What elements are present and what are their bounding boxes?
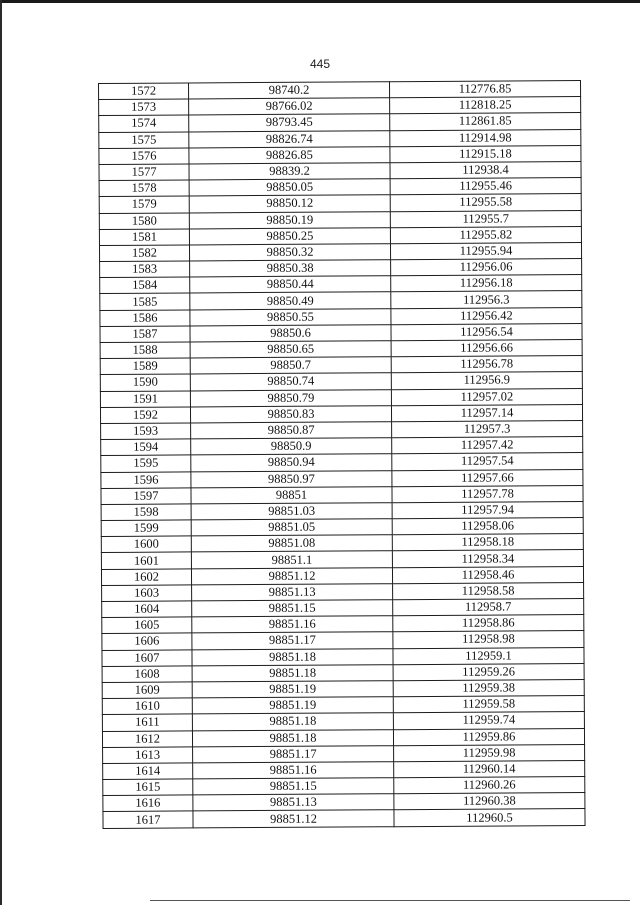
x-coordinate-cell: 98851.12 xyxy=(193,810,394,827)
x-coordinate-cell: 98851 xyxy=(191,486,392,503)
y-coordinate-cell: 112955.58 xyxy=(390,194,581,211)
point-number-cell: 1602 xyxy=(101,569,191,586)
table-body xyxy=(99,81,586,829)
x-coordinate-cell: 98851.19 xyxy=(192,697,393,714)
y-coordinate-cell: 112958.98 xyxy=(393,631,584,648)
point-number-cell: 1582 xyxy=(99,245,189,262)
point-number-cell: 1611 xyxy=(102,714,192,731)
point-number-cell: 1593 xyxy=(101,423,191,440)
x-coordinate-cell: 98851.19 xyxy=(192,681,393,698)
y-coordinate-cell: 112958.58 xyxy=(393,582,584,599)
y-coordinate-cell: 112958.7 xyxy=(393,599,584,616)
y-coordinate-cell: 112959.26 xyxy=(393,663,584,680)
point-number-cell: 1576 xyxy=(99,148,189,165)
y-coordinate-cell: 112958.06 xyxy=(392,518,583,535)
x-coordinate-cell: 98850.83 xyxy=(190,405,391,422)
x-coordinate-cell: 98851.13 xyxy=(192,584,393,601)
y-coordinate-cell: 112956.42 xyxy=(391,307,582,324)
y-coordinate-cell: 112960.26 xyxy=(394,777,585,794)
x-coordinate-cell: 98850.55 xyxy=(190,308,391,325)
y-coordinate-cell: 112938.4 xyxy=(390,161,581,178)
y-coordinate-cell: 112955.82 xyxy=(390,226,581,243)
point-number-cell: 1596 xyxy=(101,471,191,488)
point-number-cell: 1615 xyxy=(103,779,193,796)
x-coordinate-cell: 98850.19 xyxy=(189,211,390,228)
y-coordinate-cell: 112956.54 xyxy=(391,323,582,340)
x-coordinate-cell: 98850.97 xyxy=(191,470,392,487)
x-coordinate-cell: 98851.18 xyxy=(192,648,393,665)
y-coordinate-cell: 112957.42 xyxy=(392,437,583,454)
y-coordinate-cell: 112959.74 xyxy=(393,712,584,729)
point-number-cell: 1572 xyxy=(99,83,189,100)
y-coordinate-cell: 112957.3 xyxy=(392,420,583,437)
y-coordinate-cell: 112956.9 xyxy=(391,372,582,389)
y-coordinate-cell: 112956.3 xyxy=(391,291,582,308)
y-coordinate-cell: 112956.18 xyxy=(391,275,582,292)
point-number-cell: 1613 xyxy=(103,747,193,764)
point-number-cell: 1573 xyxy=(99,99,189,116)
x-coordinate-cell: 98850.87 xyxy=(191,422,392,439)
y-coordinate-cell: 112957.66 xyxy=(392,469,583,486)
x-coordinate-cell: 98766.02 xyxy=(189,98,390,115)
y-coordinate-cell: 112960.5 xyxy=(394,809,585,826)
point-number-cell: 1591 xyxy=(100,391,190,408)
y-coordinate-cell: 112957.14 xyxy=(391,404,582,421)
y-coordinate-cell: 112955.46 xyxy=(390,178,581,195)
x-coordinate-cell: 98850.32 xyxy=(189,244,390,261)
x-coordinate-cell: 98850.79 xyxy=(190,389,391,406)
x-coordinate-cell: 98851.1 xyxy=(191,551,392,568)
x-coordinate-cell: 98826.85 xyxy=(189,146,390,163)
point-number-cell: 1579 xyxy=(99,196,189,213)
point-number-cell: 1608 xyxy=(102,666,192,683)
x-coordinate-cell: 98851.12 xyxy=(191,567,392,584)
y-coordinate-cell: 112955.94 xyxy=(390,242,581,259)
point-number-cell: 1590 xyxy=(100,374,190,391)
point-number-cell: 1606 xyxy=(102,633,192,650)
x-coordinate-cell: 98851.17 xyxy=(193,745,394,762)
point-number-cell: 1585 xyxy=(100,293,190,310)
y-coordinate-cell: 112957.78 xyxy=(392,485,583,502)
point-number-cell: 1597 xyxy=(101,488,191,505)
y-coordinate-cell: 112958.46 xyxy=(392,566,583,583)
y-coordinate-cell: 112959.58 xyxy=(393,696,584,713)
point-number-cell: 1598 xyxy=(101,504,191,521)
y-coordinate-cell: 112957.54 xyxy=(392,453,583,470)
x-coordinate-cell: 98850.94 xyxy=(191,454,392,471)
page-number: 445 xyxy=(309,57,331,71)
x-coordinate-cell: 98850.44 xyxy=(190,276,391,293)
x-coordinate-cell: 98850.74 xyxy=(190,373,391,390)
x-coordinate-cell: 98851.18 xyxy=(192,713,393,730)
y-coordinate-cell: 112861.85 xyxy=(390,113,581,130)
point-number-cell: 1584 xyxy=(100,277,190,294)
point-number-cell: 1581 xyxy=(99,229,189,246)
y-coordinate-cell: 112958.34 xyxy=(392,550,583,567)
point-number-cell: 1592 xyxy=(100,407,190,424)
x-coordinate-cell: 98851.18 xyxy=(192,729,393,746)
x-coordinate-cell: 98793.45 xyxy=(189,114,390,131)
y-coordinate-cell: 112956.06 xyxy=(391,259,582,276)
x-coordinate-cell: 98740.2 xyxy=(189,82,390,99)
point-number-cell: 1617 xyxy=(103,811,193,828)
x-coordinate-cell: 98850.12 xyxy=(189,195,390,212)
point-number-cell: 1612 xyxy=(102,730,192,747)
x-coordinate-cell: 98851.03 xyxy=(191,503,392,520)
point-number-cell: 1604 xyxy=(102,601,192,618)
x-coordinate-cell: 98850.6 xyxy=(190,325,391,342)
x-coordinate-cell: 98850.9 xyxy=(191,438,392,455)
coordinate-table xyxy=(98,80,586,829)
scan-edge-bottom xyxy=(150,900,630,901)
point-number-cell: 1603 xyxy=(102,585,192,602)
point-number-cell: 1595 xyxy=(101,455,191,472)
point-number-cell: 1601 xyxy=(101,552,191,569)
y-coordinate-cell: 112915.18 xyxy=(390,145,581,162)
x-coordinate-cell: 98850.7 xyxy=(190,357,391,374)
x-coordinate-cell: 98851.15 xyxy=(193,778,394,795)
point-number-cell: 1609 xyxy=(102,682,192,699)
x-coordinate-cell: 98851.05 xyxy=(191,519,392,536)
y-coordinate-cell: 112914.98 xyxy=(390,129,581,146)
y-coordinate-cell: 112959.38 xyxy=(393,679,584,696)
x-coordinate-cell: 98850.25 xyxy=(189,227,390,244)
y-coordinate-cell: 112958.18 xyxy=(392,534,583,551)
y-coordinate-cell: 112956.66 xyxy=(391,340,582,357)
y-coordinate-cell: 112959.1 xyxy=(393,647,584,664)
point-number-cell: 1580 xyxy=(99,212,189,229)
point-number-cell: 1599 xyxy=(101,520,191,537)
x-coordinate-cell: 98839.2 xyxy=(189,163,390,180)
point-number-cell: 1587 xyxy=(100,326,190,343)
y-coordinate-cell: 112960.14 xyxy=(394,760,585,777)
x-coordinate-cell: 98850.49 xyxy=(190,292,391,309)
point-number-cell: 1574 xyxy=(99,115,189,132)
y-coordinate-cell: 112958.86 xyxy=(393,615,584,632)
point-number-cell: 1605 xyxy=(102,617,192,634)
point-number-cell: 1588 xyxy=(100,342,190,359)
x-coordinate-cell: 98826.74 xyxy=(189,130,390,147)
x-coordinate-cell: 98850.65 xyxy=(190,341,391,358)
y-coordinate-cell: 112959.98 xyxy=(394,744,585,761)
y-coordinate-cell: 112960.38 xyxy=(394,793,585,810)
point-number-cell: 1616 xyxy=(103,795,193,812)
x-coordinate-cell: 98851.13 xyxy=(193,794,394,811)
x-coordinate-cell: 98851.16 xyxy=(192,616,393,633)
x-coordinate-cell: 98851.08 xyxy=(191,535,392,552)
point-number-cell: 1586 xyxy=(100,310,190,327)
x-coordinate-cell: 98851.18 xyxy=(192,664,393,681)
point-number-cell: 1594 xyxy=(101,439,191,456)
y-coordinate-cell: 112956.78 xyxy=(391,356,582,373)
point-number-cell: 1578 xyxy=(99,180,189,197)
table-row xyxy=(103,809,585,828)
point-number-cell: 1577 xyxy=(99,164,189,181)
y-coordinate-cell: 112818.25 xyxy=(390,97,581,114)
point-number-cell: 1589 xyxy=(100,358,190,375)
x-coordinate-cell: 98851.15 xyxy=(192,600,393,617)
x-coordinate-cell: 98850.38 xyxy=(190,260,391,277)
y-coordinate-cell: 112776.85 xyxy=(389,81,580,98)
scan-edge-top xyxy=(0,0,640,3)
point-number-cell: 1614 xyxy=(103,763,193,780)
x-coordinate-cell: 98850.05 xyxy=(189,179,390,196)
y-coordinate-cell: 112955.7 xyxy=(390,210,581,227)
point-number-cell: 1583 xyxy=(100,261,190,278)
scan-edge-left xyxy=(0,0,2,905)
point-number-cell: 1610 xyxy=(102,698,192,715)
y-coordinate-cell: 112957.94 xyxy=(392,501,583,518)
x-coordinate-cell: 98851.17 xyxy=(192,632,393,649)
y-coordinate-cell: 112959.86 xyxy=(393,728,584,745)
point-number-cell: 1575 xyxy=(99,132,189,149)
x-coordinate-cell: 98851.16 xyxy=(193,762,394,779)
y-coordinate-cell: 112957.02 xyxy=(391,388,582,405)
point-number-cell: 1607 xyxy=(102,649,192,666)
point-number-cell: 1600 xyxy=(101,536,191,553)
